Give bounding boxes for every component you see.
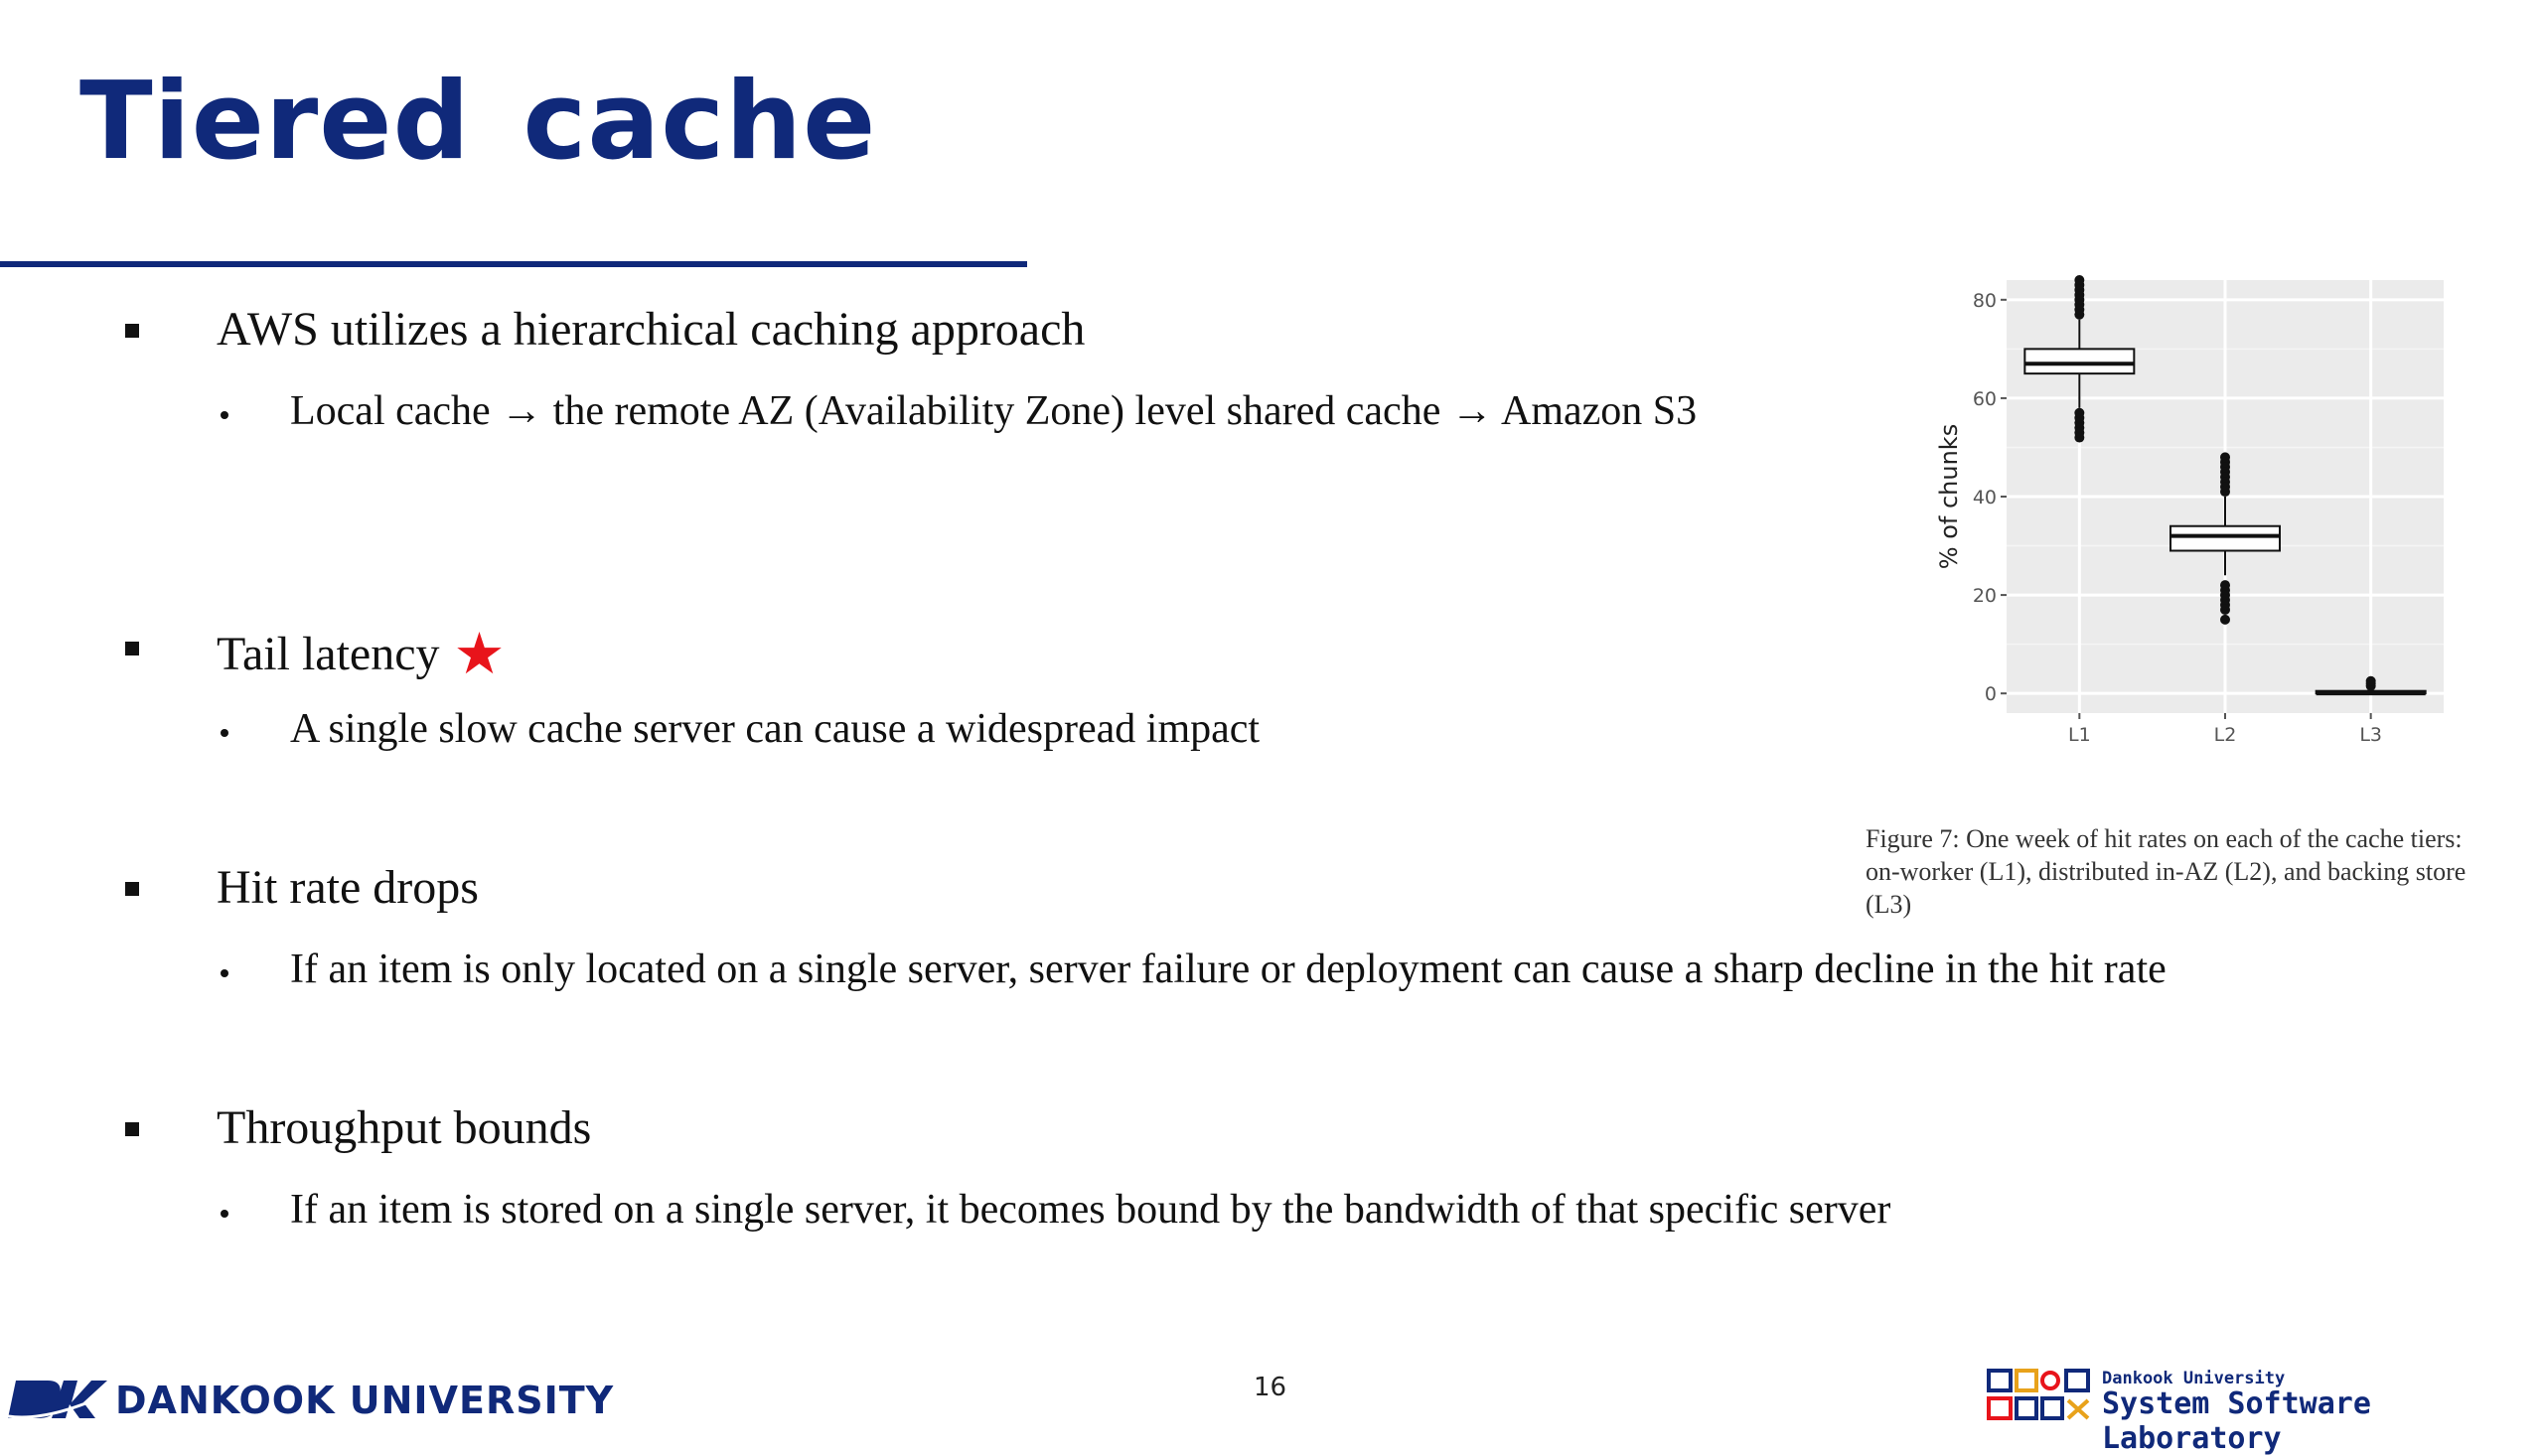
y-tick-label: 20 — [1972, 585, 1997, 608]
y-tick-label: 40 — [1972, 487, 1997, 509]
y-axis-label: % of chunks — [1935, 423, 1963, 570]
outlier-point — [2220, 580, 2230, 590]
bullet-text-row — [217, 620, 506, 687]
x-tick-label: L1 — [2067, 724, 2091, 746]
y-tick-label: 60 — [1972, 387, 1997, 410]
x-tick-label: L3 — [2359, 724, 2383, 746]
sub-bullet-text: Local cache → the remote AZ (Availability Zone) level shared cache → Amazon S3 — [290, 388, 1698, 434]
caption-line: (L3) — [1866, 890, 1912, 919]
boxplot-figure — [1927, 268, 2464, 770]
bullet-square — [125, 882, 139, 896]
boxplot-chart — [1927, 268, 2464, 765]
star-icon: ★ — [453, 620, 506, 687]
box-L1 — [2024, 349, 2134, 373]
sub-bullet-text: A single slow cache server can cause a widespread impact — [290, 706, 1261, 752]
bullet-square — [125, 642, 139, 655]
outlier-point — [2366, 676, 2376, 686]
slide-title: Tiered cache — [79, 60, 877, 184]
caption-line: Figure 7: One week of hit rates on each of the cache tiers: — [1866, 824, 2463, 853]
outlier-point — [2074, 275, 2084, 285]
outlier-point — [2074, 408, 2084, 418]
outlier-point — [2220, 615, 2230, 625]
y-tick-label: 80 — [1972, 289, 1997, 312]
lab-university-label: Dankook University — [2102, 1369, 2286, 1388]
bullet-square — [125, 1122, 139, 1136]
lab-logo-icon — [1987, 1367, 2092, 1422]
sub-bullet-dot — [221, 729, 228, 737]
bullet-text: Throughput bounds — [217, 1101, 592, 1154]
caption-line: on-worker (L1), distributed in-AZ (L2), and backing store — [1866, 857, 2467, 886]
box-L2 — [2170, 526, 2280, 551]
bullet-text: AWS utilizes a hierarchical caching approach — [217, 303, 1086, 356]
x-tick-label: L2 — [2213, 724, 2237, 746]
sub-bullet-text: If an item is stored on a single server, it becomes bound by the bandwidth of that specific server — [290, 1187, 1891, 1233]
university-name: DANKOOK UNIVERSITY — [115, 1379, 615, 1422]
sub-bullet-dot — [221, 1210, 228, 1218]
page-number: 16 — [1254, 1373, 1287, 1402]
figure-caption — [1866, 822, 2526, 921]
dankook-logo-icon — [8, 1373, 111, 1422]
outlier-point — [2220, 452, 2230, 462]
bullet-square — [125, 324, 139, 338]
sub-bullet-dot — [221, 969, 228, 977]
bullet-text: Tail latency — [217, 628, 440, 680]
y-tick-label: 0 — [1984, 683, 1997, 706]
sub-bullet-dot — [221, 411, 228, 419]
lab-name: System Software Laboratory — [2102, 1386, 2371, 1456]
title-underline — [0, 261, 1027, 267]
sub-bullet-text: If an item is only located on a single server, server failure or deployment can cause a sharp decline in the hit rate — [290, 946, 2167, 992]
bullet-text: Hit rate drops — [217, 861, 479, 914]
